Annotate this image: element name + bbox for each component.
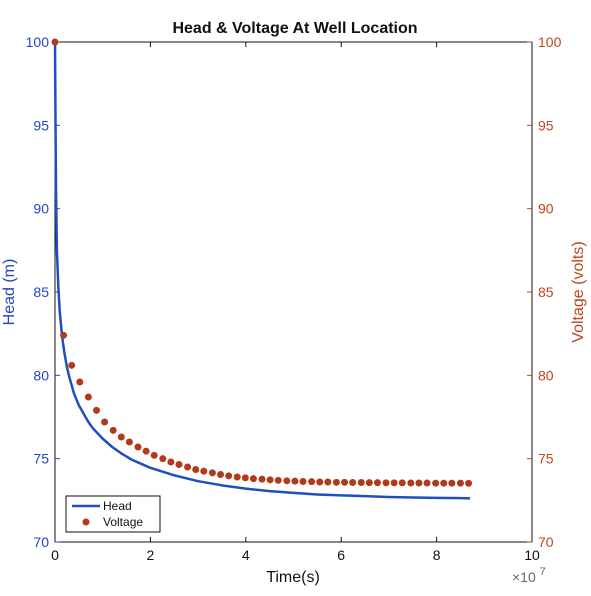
y-left-tick-label: 90 bbox=[33, 200, 49, 217]
series-voltage-point bbox=[457, 480, 464, 487]
series-head-line bbox=[55, 42, 470, 498]
series-voltage-point bbox=[200, 468, 207, 475]
series-voltage-point bbox=[283, 477, 290, 484]
series-layer bbox=[52, 39, 473, 499]
series-voltage-point bbox=[217, 471, 224, 478]
y-right-tick-label: 85 bbox=[538, 284, 554, 300]
x-axis-label: Time(s) bbox=[266, 569, 320, 586]
series-voltage-point bbox=[209, 469, 216, 476]
y-left-tick-label: 100 bbox=[25, 34, 49, 50]
x-tick-label: 8 bbox=[432, 547, 441, 563]
series-voltage-point bbox=[415, 480, 422, 487]
series-voltage-point bbox=[250, 475, 257, 482]
x-exponent-label bbox=[512, 566, 546, 585]
series-voltage-point bbox=[184, 464, 191, 471]
series-voltage-point bbox=[374, 479, 381, 486]
series-voltage-point bbox=[192, 466, 199, 473]
series-voltage-point bbox=[242, 474, 249, 481]
series-voltage-point bbox=[234, 474, 241, 481]
y-right-tick-label: 100 bbox=[538, 34, 562, 50]
legend-voltage-marker bbox=[83, 519, 90, 526]
legend bbox=[66, 496, 160, 532]
series-voltage-point bbox=[85, 394, 92, 401]
series-voltage-point bbox=[366, 479, 373, 486]
series-voltage-point bbox=[259, 476, 266, 483]
series-voltage-point bbox=[465, 480, 472, 487]
series-voltage-point bbox=[440, 480, 447, 487]
series-voltage-point bbox=[143, 448, 150, 455]
series-voltage-point bbox=[324, 479, 331, 486]
y-right-tick-label: 80 bbox=[538, 367, 554, 384]
y-left-tick-label: 85 bbox=[33, 284, 49, 300]
y-left-tick-label: 75 bbox=[33, 450, 49, 467]
series-voltage-point bbox=[135, 444, 142, 451]
x-tick-label: 10 bbox=[524, 547, 540, 563]
series-voltage-point bbox=[275, 477, 282, 484]
series-voltage-point bbox=[118, 434, 125, 441]
x-exponent-base: ×10 bbox=[512, 569, 536, 585]
legend-voltage-label: Voltage bbox=[103, 515, 144, 529]
series-voltage-point bbox=[358, 479, 365, 486]
y-axis-right-label: Voltage (volts) bbox=[570, 241, 587, 343]
series-voltage-point bbox=[308, 478, 315, 485]
x-tick-label: 0 bbox=[51, 547, 59, 563]
series-voltage-point bbox=[267, 476, 274, 483]
series-voltage-point bbox=[448, 480, 455, 487]
legend-head-label: Head bbox=[103, 499, 132, 513]
y-right-tick-label: 95 bbox=[538, 117, 554, 134]
plot-frame bbox=[55, 42, 532, 542]
series-voltage-point bbox=[110, 427, 117, 434]
series-voltage-point bbox=[291, 478, 298, 485]
series-voltage-point bbox=[341, 479, 348, 486]
series-voltage-point bbox=[300, 478, 307, 485]
y-left-tick-label: 95 bbox=[33, 117, 49, 134]
x-tick-label: 2 bbox=[146, 547, 155, 563]
series-voltage-point bbox=[167, 459, 174, 466]
series-voltage-point bbox=[333, 479, 340, 486]
series-voltage-point bbox=[52, 39, 59, 46]
y-left-tick-label: 80 bbox=[33, 367, 49, 384]
series-voltage-point bbox=[176, 461, 183, 468]
y-left-tick-label: 70 bbox=[33, 534, 49, 550]
series-voltage-point bbox=[399, 479, 406, 486]
x-tick-label: 6 bbox=[337, 547, 346, 563]
y-right-tick-label: 70 bbox=[538, 534, 554, 550]
chart-title: Head & Voltage At Well Location bbox=[172, 20, 418, 37]
series-voltage-point bbox=[76, 379, 83, 386]
series-voltage-point bbox=[383, 479, 390, 486]
series-voltage-point bbox=[93, 407, 100, 414]
series-voltage-point bbox=[432, 480, 439, 487]
y-axis-left-label: Head (m) bbox=[1, 258, 18, 326]
series-voltage-point bbox=[225, 472, 232, 479]
series-voltage-point bbox=[126, 439, 133, 446]
series-voltage-point bbox=[407, 480, 414, 487]
series-voltage-point bbox=[68, 362, 75, 369]
series-voltage-point bbox=[316, 479, 323, 486]
series-voltage-point bbox=[151, 452, 158, 459]
series-voltage-point bbox=[349, 479, 356, 486]
series-voltage-point bbox=[101, 419, 108, 426]
series-voltage-point bbox=[391, 479, 398, 486]
y-right-tick-label: 75 bbox=[538, 450, 554, 467]
x-tick-label: 4 bbox=[241, 547, 250, 563]
series-voltage-point bbox=[159, 455, 166, 462]
y-right-tick-label: 90 bbox=[538, 200, 554, 217]
series-voltage-point bbox=[424, 480, 431, 487]
x-exponent-power: 7 bbox=[539, 566, 546, 578]
series-voltage-point bbox=[60, 332, 67, 339]
